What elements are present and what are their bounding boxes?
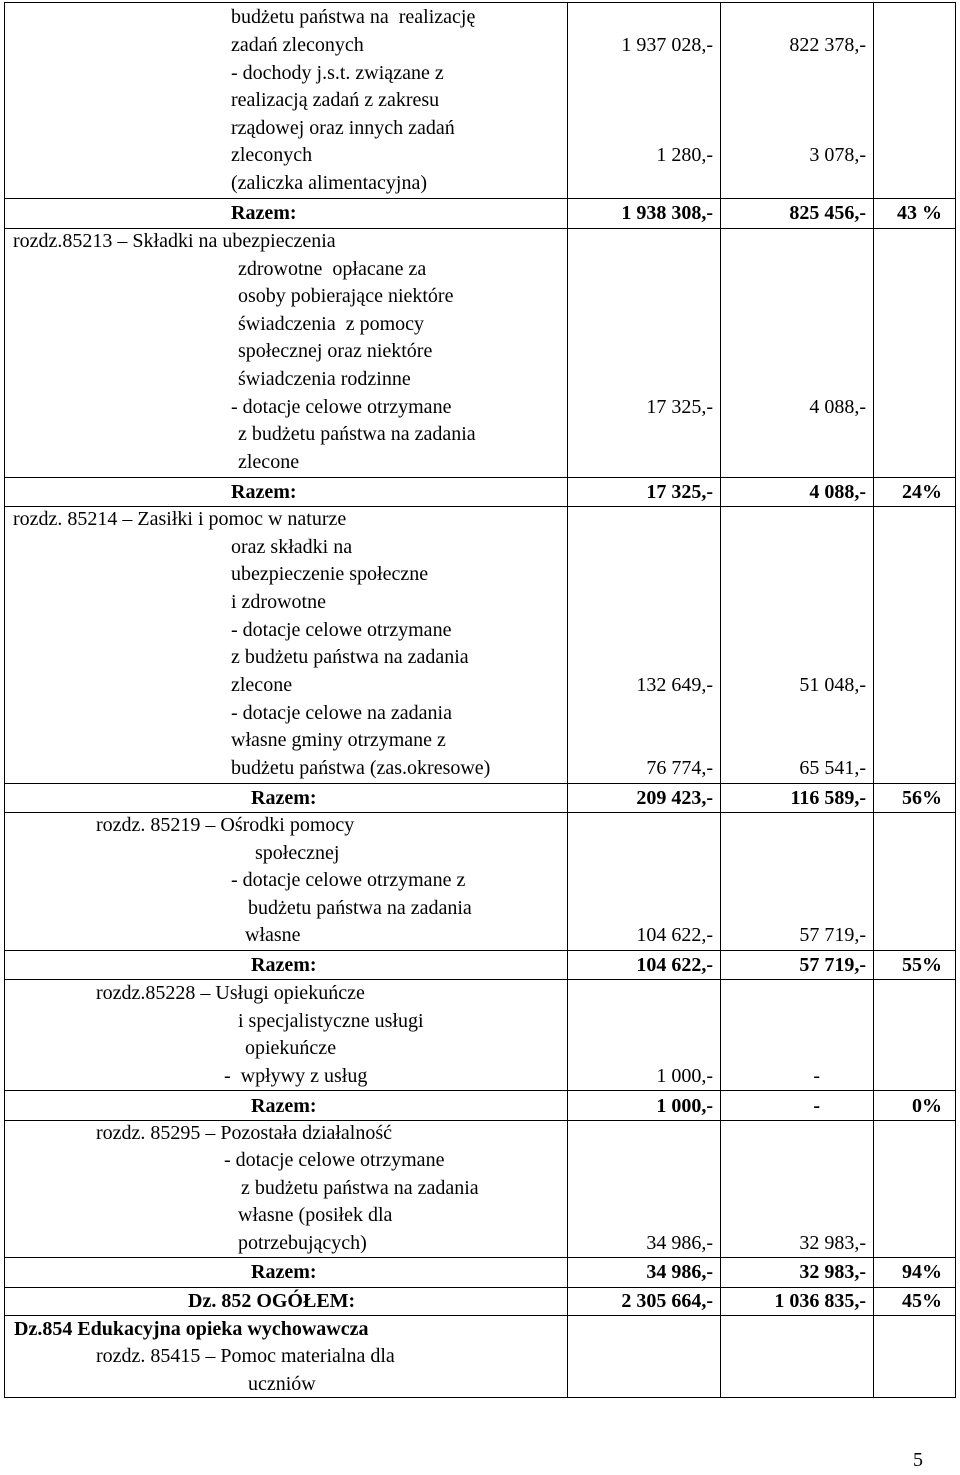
description-line: ubezpieczenie społeczne [231, 563, 429, 585]
plan-value: 1 280,- [656, 144, 713, 166]
department-total-exec: 1 036 835,- [774, 1290, 866, 1312]
description-line: - dotacje celowe otrzymane [224, 1149, 445, 1171]
description-line: budżetu państwa na realizację [231, 6, 476, 28]
total-plan: 17 325,- [646, 481, 713, 503]
total-percent: 94% [902, 1261, 942, 1283]
description-line: opiekuńcze [245, 1037, 337, 1059]
plan-value: 132 649,- [636, 674, 713, 696]
section-heading: rozdz. 85415 – Pomoc materialna dla [96, 1345, 395, 1367]
table-border-left [4, 2, 5, 1398]
total-exec: 57 719,- [799, 954, 866, 976]
description-line: społecznej oraz niektóre [238, 340, 433, 362]
total-plan: 1 000,- [656, 1095, 713, 1117]
plan-value: 104 622,- [636, 924, 713, 946]
department-total-plan: 2 305 664,- [621, 1290, 713, 1312]
description-line: - wpływy z usług [224, 1065, 368, 1087]
total-label: Razem: [251, 954, 317, 976]
description-line: i zdrowotne [231, 591, 326, 613]
description-line: - dotacje celowe otrzymane [231, 619, 452, 641]
description-line: zadań zleconych [231, 34, 364, 56]
column-divider-1 [567, 2, 568, 1398]
description-line: budżetu państwa (zas.okresowe) [231, 757, 491, 779]
section-heading: rozdz. 85295 – Pozostała działalność [96, 1122, 393, 1144]
description-line: własne (posiłek dla [238, 1204, 393, 1226]
row-divider [4, 198, 956, 199]
plan-value: 1 937 028,- [621, 34, 713, 56]
total-label: Razem: [251, 1261, 317, 1283]
section-heading: rozdz. 85214 – Zasiłki i pomoc w naturze [13, 508, 347, 530]
plan-value: 34 986,- [646, 1232, 713, 1254]
total-label: Razem: [231, 481, 297, 503]
total-plan: 104 622,- [636, 954, 713, 976]
section-heading: rozdz. 85219 – Ośrodki pomocy [96, 814, 355, 836]
total-label: Razem: [231, 202, 297, 224]
description-line: realizacją zadań z zakresu [231, 89, 440, 111]
description-line: rządowej oraz innych zadań [231, 117, 455, 139]
page-number: 5 [913, 1449, 923, 1471]
plan-value: 76 774,- [646, 757, 713, 779]
plan-value: 1 000,- [656, 1065, 713, 1087]
description-line: świadczenia z pomocy [238, 313, 425, 335]
total-percent: 55% [902, 954, 942, 976]
description-line: zlecone [231, 674, 293, 696]
description-line: własne [245, 924, 301, 946]
department-total-percent: 45% [902, 1290, 942, 1312]
department-total-label: Dz. 852 OGÓŁEM: [188, 1290, 356, 1312]
total-percent: 43 % [897, 202, 942, 224]
exec-value: 3 078,- [809, 144, 866, 166]
total-percent: 24% [902, 481, 942, 503]
total-exec: - [813, 1095, 820, 1117]
table-border-top [4, 2, 956, 3]
table-border-bottom [4, 1397, 956, 1398]
exec-value: 4 088,- [809, 396, 866, 418]
column-divider-2 [720, 2, 721, 1398]
total-exec: 116 589,- [790, 787, 866, 809]
description-line: - dotacje celowe otrzymane [231, 396, 452, 418]
description-line: społecznej [255, 842, 340, 864]
column-divider-3 [873, 2, 874, 1398]
description-line: zdrowotne opłacane za [238, 258, 427, 280]
description-line: uczniów [248, 1373, 316, 1395]
description-line: z budżetu państwa na zadania [231, 646, 469, 668]
exec-value: 57 719,- [799, 924, 866, 946]
description-line: zlecone [238, 451, 300, 473]
table-border-right [955, 2, 956, 1398]
exec-value: 65 541,- [799, 757, 866, 779]
description-line: potrzebujących) [238, 1232, 367, 1254]
description-line: - dotacje celowe na zadania [231, 702, 452, 724]
section-heading: rozdz.85228 – Usługi opiekuńcze [96, 982, 365, 1004]
department-heading: Dz.854 Edukacyjna opieka wychowawcza [14, 1318, 369, 1340]
total-plan: 34 986,- [646, 1261, 713, 1283]
total-plan: 209 423,- [636, 787, 713, 809]
description-line: budżetu państwa na zadania [248, 897, 472, 919]
description-line: osoby pobierające niektóre [238, 285, 454, 307]
description-line: świadczenia rodzinne [238, 368, 411, 390]
description-line: zleconych [231, 144, 313, 166]
exec-value: 32 983,- [799, 1232, 866, 1254]
total-exec: 825 456,- [789, 202, 866, 224]
exec-value: - [813, 1065, 820, 1087]
total-percent: 0% [912, 1095, 942, 1117]
total-plan: 1 938 308,- [621, 202, 713, 224]
description-line: własne gminy otrzymane z [231, 729, 446, 751]
description-line: oraz składki na [231, 536, 353, 558]
plan-value: 17 325,- [646, 396, 713, 418]
description-line: i specjalistyczne usługi [238, 1010, 424, 1032]
description-line: z budżetu państwa na zadania [241, 1177, 479, 1199]
total-label: Razem: [251, 1095, 317, 1117]
description-line: z budżetu państwa na zadania [238, 423, 476, 445]
exec-value: 51 048,- [799, 674, 866, 696]
description-line: - dotacje celowe otrzymane z [231, 869, 466, 891]
total-exec: 4 088,- [809, 481, 866, 503]
total-percent: 56% [902, 787, 942, 809]
total-label: Razem: [251, 787, 317, 809]
description-line: - dochody j.s.t. związane z [231, 62, 444, 84]
exec-value: 822 378,- [789, 34, 866, 56]
total-exec: 32 983,- [799, 1261, 866, 1283]
row-divider [4, 477, 956, 478]
row-divider [4, 783, 956, 784]
row-divider [4, 950, 956, 951]
section-heading: rozdz.85213 – Składki na ubezpieczenia [13, 230, 336, 252]
description-line: (zaliczka alimentacyjna) [231, 172, 427, 194]
